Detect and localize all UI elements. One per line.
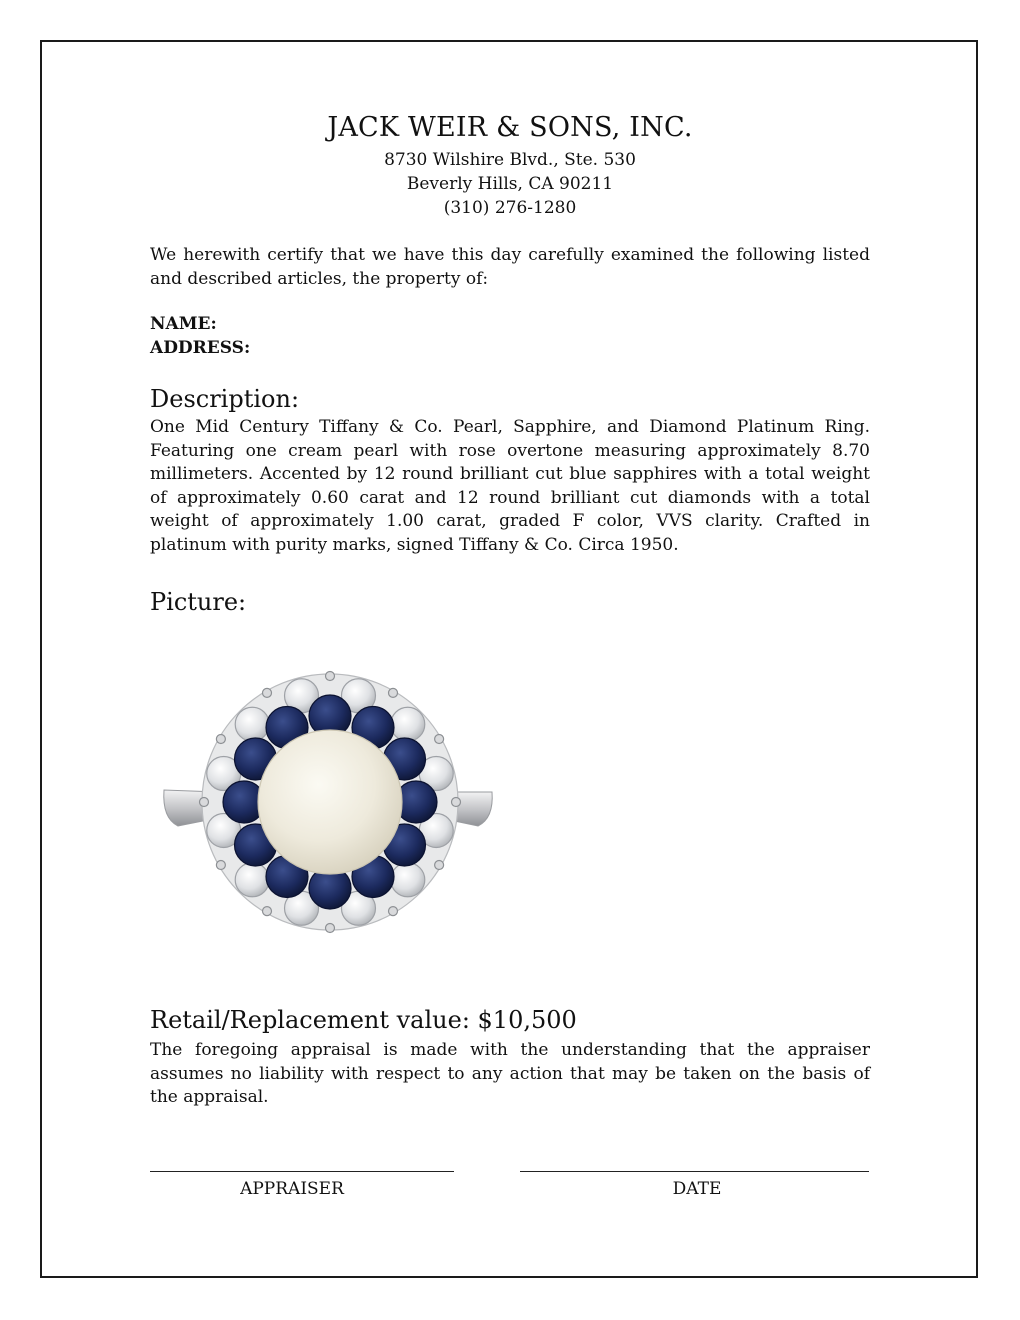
prong — [326, 672, 335, 681]
prong — [216, 861, 225, 870]
prong — [326, 924, 335, 933]
appraiser-label: APPRAISER — [240, 1179, 344, 1199]
ring-image — [158, 668, 498, 940]
name-label: NAME: — [150, 314, 217, 334]
pearl — [258, 730, 402, 874]
address-line-1: 8730 Wilshire Blvd., Ste. 530 — [384, 150, 636, 170]
certification-text: We herewith certify that we have this day carefully examined the following listed and described articles, the property of: — [150, 245, 870, 289]
prong — [263, 688, 272, 697]
appraiser-signature-line — [150, 1171, 454, 1172]
date-label: DATE — [672, 1179, 722, 1199]
prong — [435, 861, 444, 870]
date-signature-line — [520, 1171, 869, 1172]
prong — [263, 907, 272, 916]
company-phone: (310) 276-1280 — [443, 198, 577, 218]
address-label: ADDRESS: — [150, 338, 251, 358]
description-text: One Mid Century Tiffany & Co. Pearl, Sapphire, and Diamond Platinum Ring. Featuring one cream pearl with rose overtone measuring approximately 8.70 millimeters. Accented by 12 round brilliant cut blue sapphires with a total weight of approximately 0.60 carat and 12 round brilliant cut diamonds with a total weight of approximately 1.00 carat, graded F color, VVS clarity. Crafted in platinum with purity marks, signed Tiffany & Co. Circa 1950. — [150, 417, 870, 555]
description-heading: Description: — [150, 385, 300, 413]
company-name: JACK WEIR & SONS, INC. — [327, 112, 693, 143]
prong — [200, 798, 209, 807]
address-line-2: Beverly Hills, CA 90211 — [406, 174, 614, 194]
prong — [389, 907, 398, 916]
diamond-stone — [235, 707, 269, 741]
disclaimer-text: The foregoing appraisal is made with the understanding that the appraiser assumes no liability with respect to any action that may be taken on the basis of the appraisal. — [150, 1040, 870, 1107]
prong — [216, 735, 225, 744]
valuation-heading: Retail/Replacement value: $10,500 — [150, 1006, 577, 1034]
prong — [389, 688, 398, 697]
diamond-stone — [391, 707, 425, 741]
prong — [435, 735, 444, 744]
prong — [452, 798, 461, 807]
diamond-stone — [391, 863, 425, 897]
diamond-stone — [235, 863, 269, 897]
picture-heading: Picture: — [150, 588, 247, 616]
